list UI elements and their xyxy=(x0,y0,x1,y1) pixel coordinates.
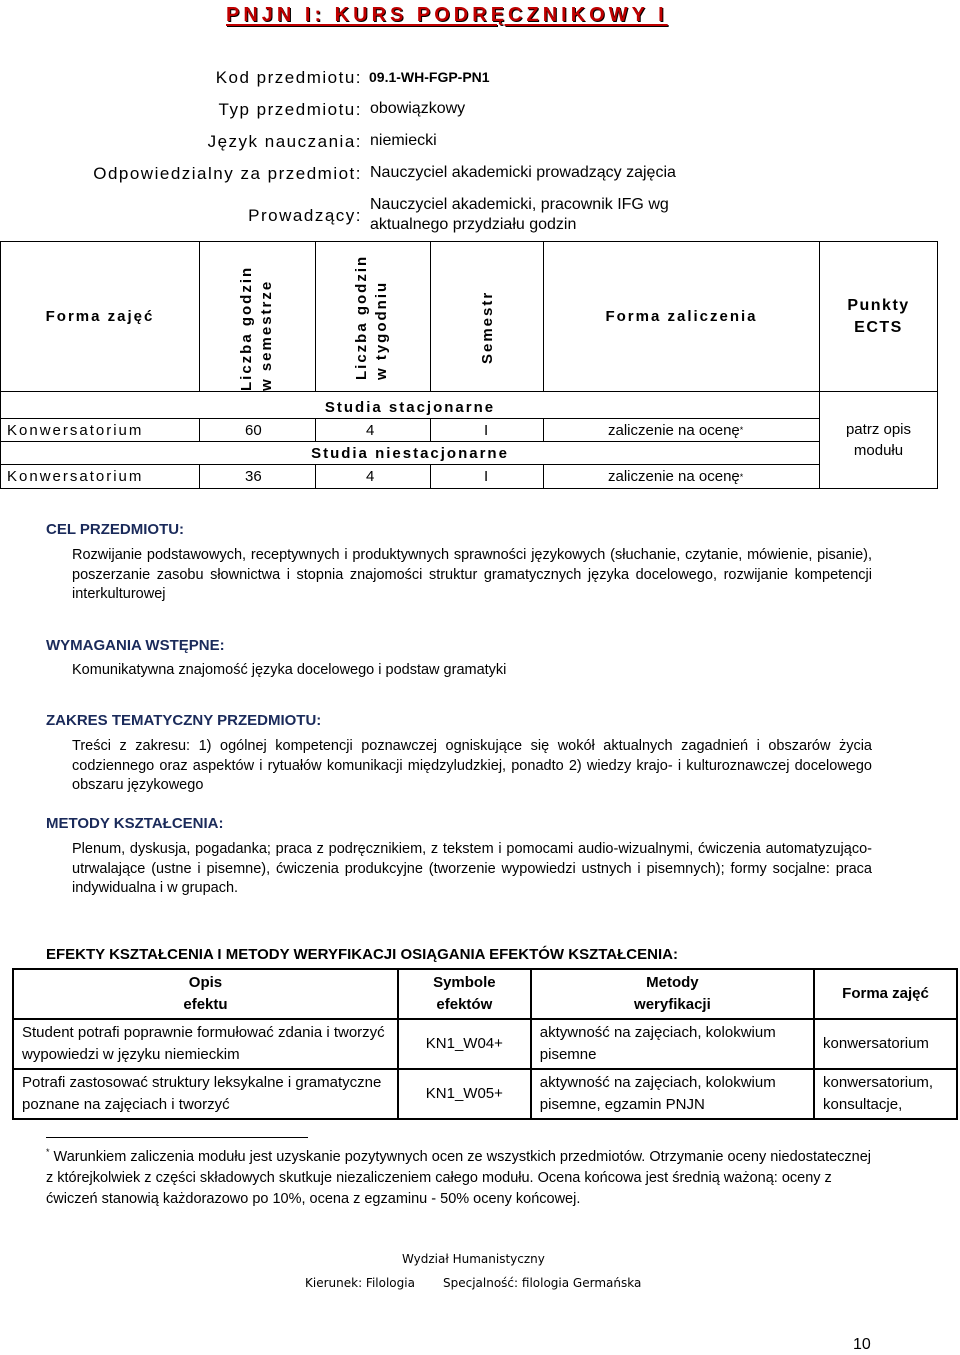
effects-table-header xyxy=(13,969,957,1019)
info-value: niemiecki xyxy=(370,132,437,149)
info-label: Odpowiedzialny za przedmiot: xyxy=(93,164,362,183)
section-text-wymagania: Komunikatywna znajomość języka docelowego i podstaw gramatyki xyxy=(72,662,507,678)
header-forma: Forma zajęć xyxy=(814,969,957,1019)
effect-metody: aktywność na zajęciach, kolokwium pisemne xyxy=(531,1019,814,1069)
info-value: aktualnego przydziału godzin xyxy=(370,216,577,233)
ects-value: patrz opis modułu xyxy=(820,392,938,489)
header-liczba-godzin-semestr: Liczba godzin w semestrze xyxy=(200,242,316,392)
section-heading-zakres: ZAKRES TEMATYCZNY PRZEDMIOTU: xyxy=(46,712,322,729)
table-row xyxy=(13,1019,957,1069)
table-row-godz-sem: 60 xyxy=(200,419,316,442)
document-title: PNJN I: KURS PODRĘCZNIKOWY I xyxy=(226,4,668,26)
table-row-forma: Konwersatorium xyxy=(1,419,200,442)
table-row-godz-tyg: 4 xyxy=(316,465,431,489)
info-label: Typ przedmiotu: xyxy=(218,100,362,119)
effect-symbol: KN1_W05+ xyxy=(398,1069,531,1119)
effect-forma: konwersatorium, konsultacje, xyxy=(814,1069,957,1119)
section-studia-stacjonarne: Studia stacjonarne xyxy=(1,392,820,419)
header-semestr: Semestr xyxy=(431,242,544,392)
table-row xyxy=(13,1069,957,1119)
info-label: Prowadzący: xyxy=(248,206,362,225)
info-value: Nauczyciel akademicki prowadzący zajęcia xyxy=(370,164,676,181)
header-forma-zaliczenia: Forma zaliczenia xyxy=(544,242,820,392)
course-table xyxy=(0,241,938,489)
header-liczba-godzin-tydzien: Liczba godzin w tygodniu xyxy=(316,242,431,392)
effect-metody: aktywność na zajęciach, kolokwium pisemne, egzamin PNJN xyxy=(531,1069,814,1119)
section-heading-cel: CEL PRZEDMIOTU: xyxy=(46,521,185,538)
table-row-godz-sem: 36 xyxy=(200,465,316,489)
footer-kierunek: Kierunek: Filologia xyxy=(305,1276,415,1290)
info-value: Nauczyciel akademicki, pracownik IFG wg xyxy=(370,196,669,213)
info-label: Język nauczania: xyxy=(207,132,362,151)
footnote: * Warunkiem zaliczenia modułu jest uzyskanie pozytywnych ocen ze wszystkich przedmiotów. Otrzymanie oceny niedostatecznej z którejkolwiek z części składowych skutkuje niezaliczeniem całego modułu. Ocena końcowa jest średnią ważoną: oceny z ćwiczeń stanowią każdorazowo po 10%, ocena z egzaminu - 50% oceny końcowej. xyxy=(46,1147,872,1207)
section-heading-efekty: EFEKTY KSZTAŁCENIA I METODY WERYFIKACJI OSIĄGANIA EFEKTÓW KSZTAŁCENIA: xyxy=(46,946,678,963)
header-metody: Metody weryfikacji xyxy=(531,969,814,1019)
footer-specjalnosc: Specjalność: filologia Germańska xyxy=(443,1276,642,1290)
info-value: obowiązkowy xyxy=(370,100,466,117)
footer-faculty: Wydział Humanistyczny xyxy=(402,1252,545,1266)
section-text-zakres: Treści z zakresu: 1) ogólnej kompetencji poznawczej ogniskujące się wokół aktualnych zagadnień i obszarów życia codziennego oraz aspektów i rytuałów komunikacji międzyludzkiej, ponadto 2) wiedzy krajo- i kulturoznawczej docelowego obszaru językowego xyxy=(72,738,872,793)
table-row-forma: Konwersatorium xyxy=(1,465,200,489)
section-text-cel: Rozwijanie podstawowych, receptywnych i produktywnych sprawności językowych (słuchanie, czytanie, mówienie, pisanie), poszerzanie zasobu słownictwa i stopnia znajomości struktur gramatycznych języka docelowego, rozwijanie kompetencji interkulturowej xyxy=(72,547,872,602)
header-opis: Opis efektu xyxy=(13,969,398,1019)
info-value: 09.1-WH-FGP-PN1 xyxy=(369,69,490,85)
page-number: 10 xyxy=(853,1336,871,1353)
effect-forma: konwersatorium xyxy=(814,1019,957,1069)
effect-opis: Potrafi zastosować struktury leksykalne i gramatyczne poznane na zajęciach i tworzyć xyxy=(13,1069,398,1119)
table-row-semestr: I xyxy=(431,465,544,489)
table-row-zaliczenie: zaliczenie na ocenę * xyxy=(544,465,820,489)
section-text-metody: Plenum, dyskusja, pogadanka; praca z podręcznikiem, z tekstem i pomocami audio-wizualnymi, ćwiczenia automatyzująco-utrwalające (ustne i pisemne), ćwiczenia produkcyjne (tworzenie wypowiedzi ustnych i pisemnych); formy socjalne: praca indywidualna i w grupach. xyxy=(72,841,872,896)
footnote-divider xyxy=(46,1137,308,1138)
header-punkty-ects: Punkty ECTS xyxy=(820,242,938,392)
table-row-godz-tyg: 4 xyxy=(316,419,431,442)
table-row-zaliczenie: zaliczenie na ocenę * xyxy=(544,419,820,442)
section-heading-metody: METODY KSZTAŁCENIA: xyxy=(46,815,224,832)
table-row-semestr: I xyxy=(431,419,544,442)
section-studia-niestacjonarne: Studia niestacjonarne xyxy=(1,442,820,465)
effect-opis: Student potrafi poprawnie formułować zdania i tworzyć wypowiedzi w języku niemieckim xyxy=(13,1019,398,1069)
header-forma-zajec: Forma zajęć xyxy=(1,242,200,392)
info-label: Kod przedmiotu: xyxy=(215,68,362,87)
section-heading-wymagania: WYMAGANIA WSTĘPNE: xyxy=(46,637,225,654)
effect-symbol: KN1_W04+ xyxy=(398,1019,531,1069)
header-symbole: Symbole efektów xyxy=(398,969,531,1019)
effects-table xyxy=(12,968,958,1120)
